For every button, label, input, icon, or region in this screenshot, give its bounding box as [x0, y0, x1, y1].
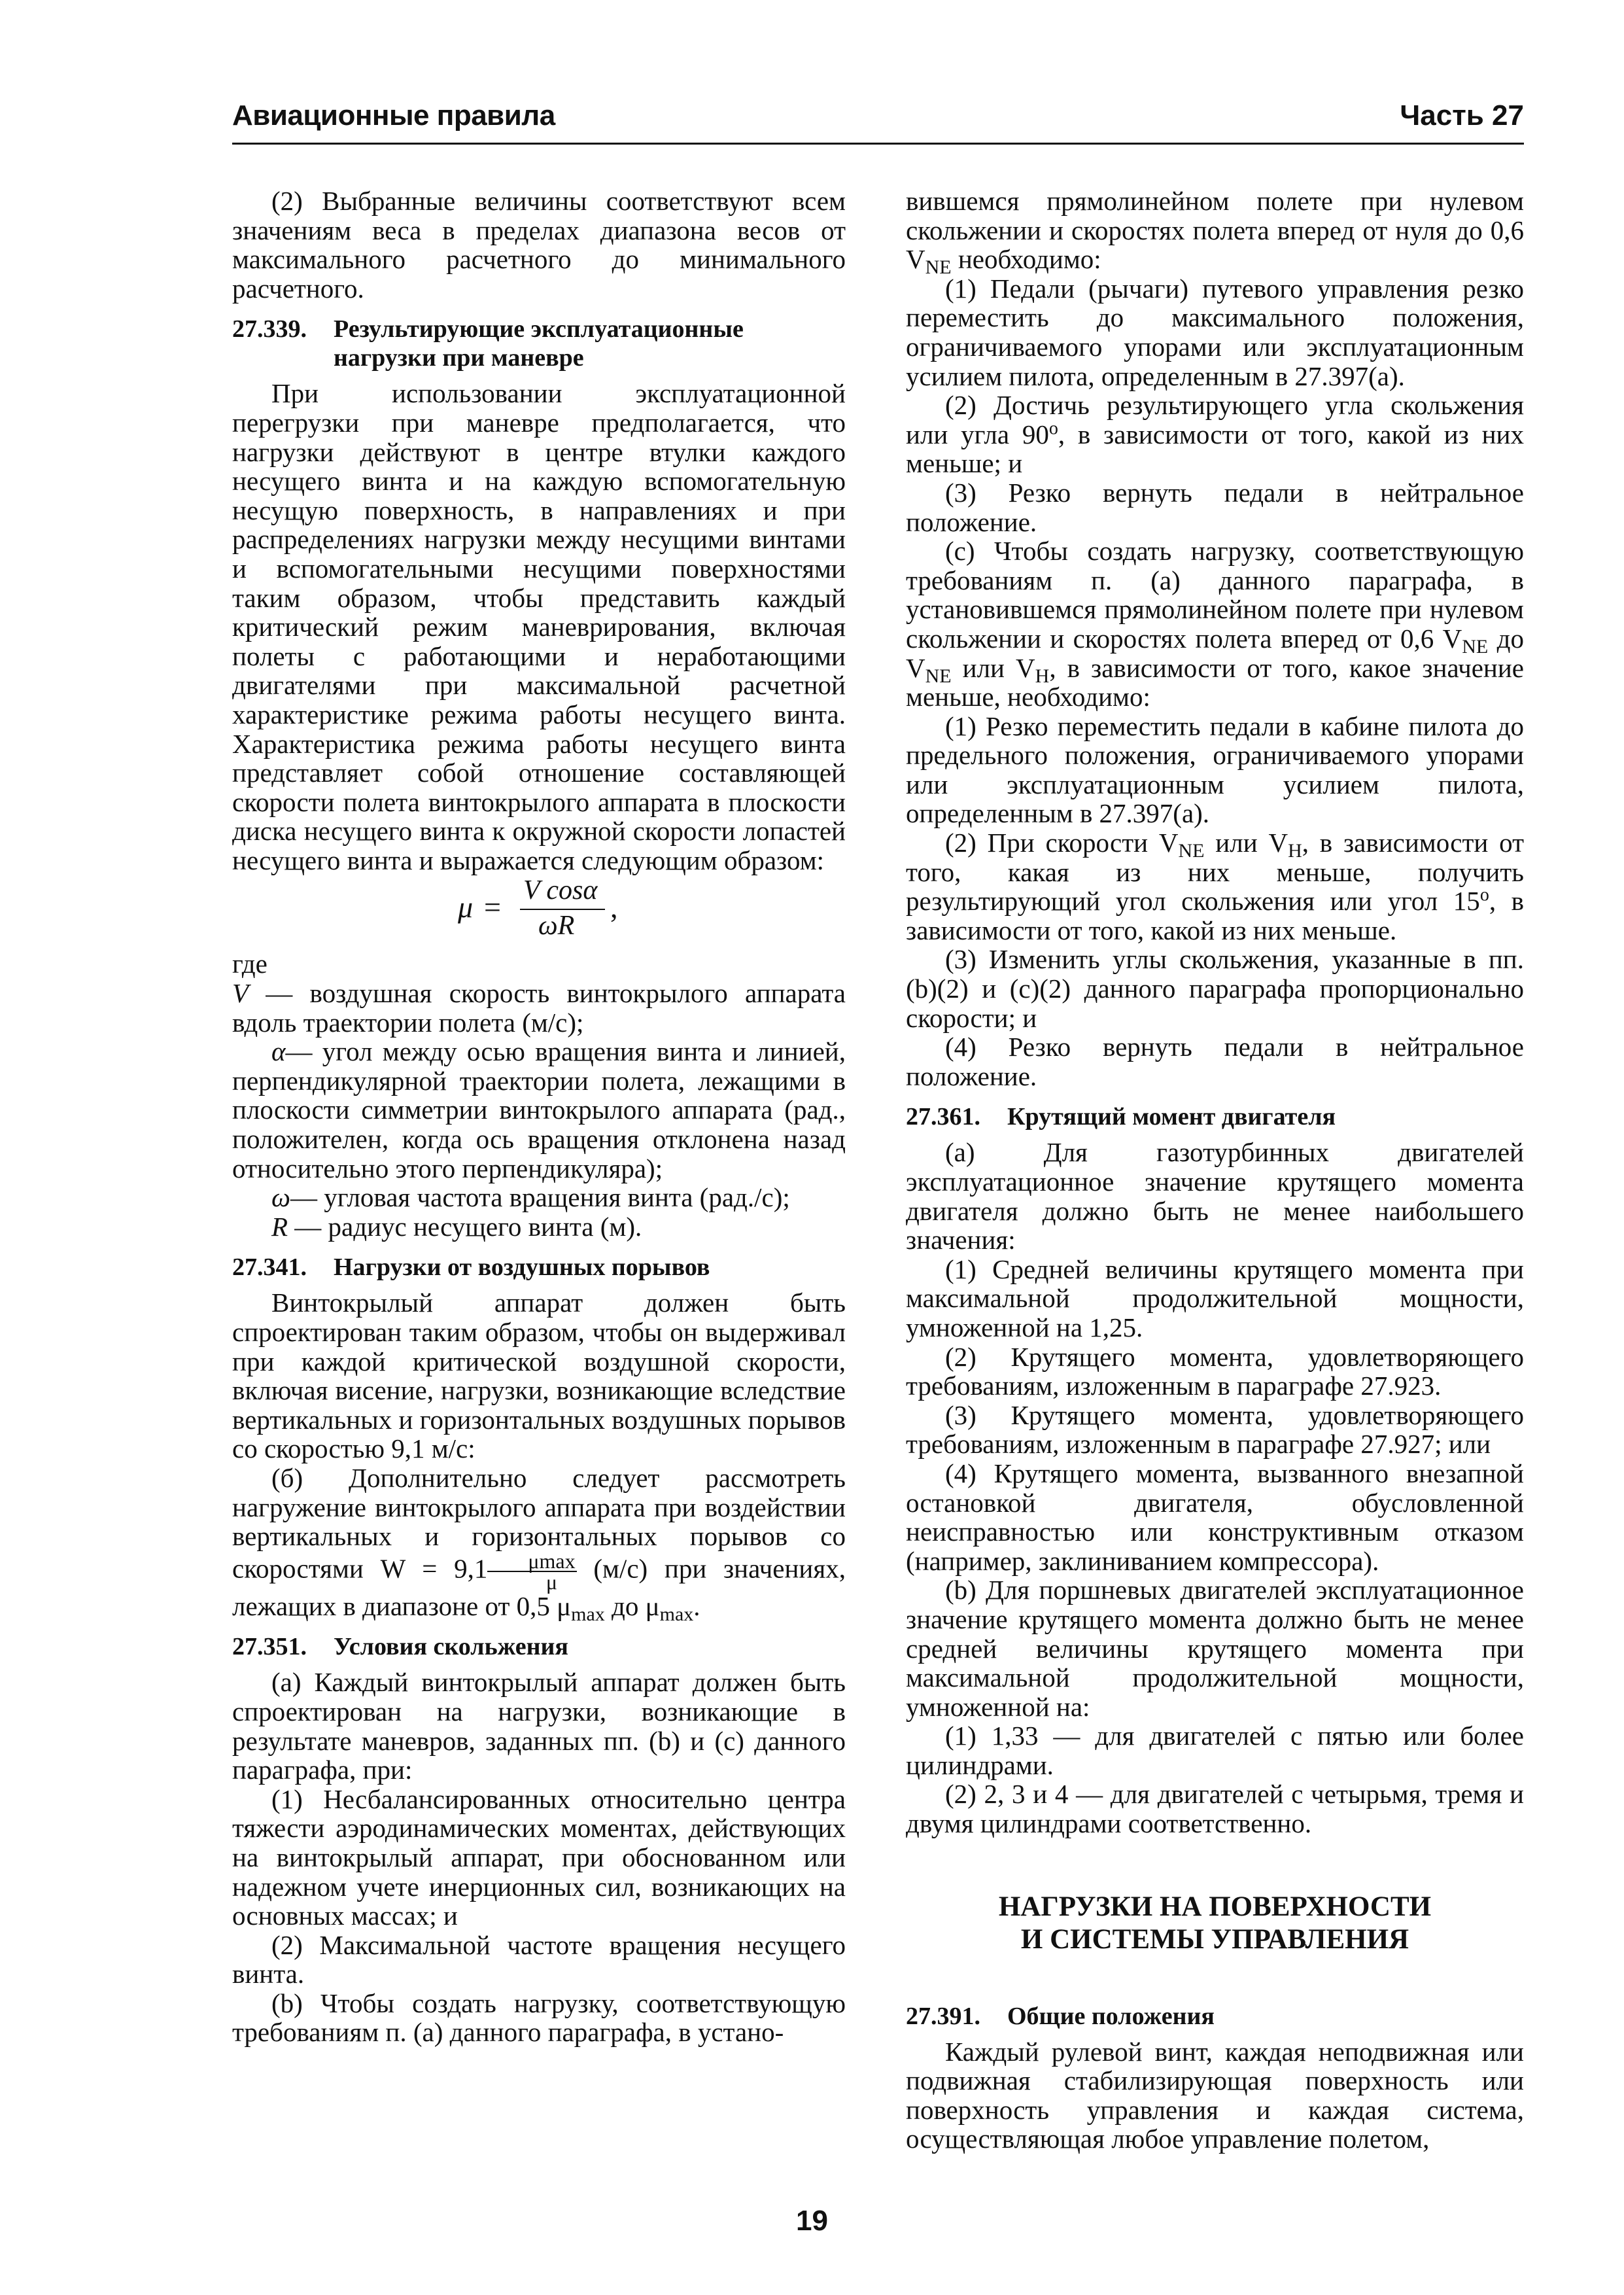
definition-r	[232, 1212, 846, 1242]
section-number: 27.341.	[232, 1253, 307, 1282]
left-column	[232, 186, 846, 2047]
paragraph-gust	[232, 1462, 846, 1625]
symbol: V	[232, 978, 249, 1009]
text-run: , в зависимости от того, какое значение меньше, необходимо:	[906, 652, 1524, 712]
page-number: 19	[796, 2205, 828, 2237]
formula-comma: ,	[610, 890, 618, 924]
fraction-top: μmax	[487, 1551, 576, 1572]
section-number: 27.351.	[232, 1633, 307, 1661]
paragraph: (1) Резко переместить педали в кабине пилота до предельного положения, ограничиваемого упорами или эксплуатационным усилием пилота, определенным в 27.397(a).	[906, 710, 1524, 829]
text-run: .	[693, 1590, 700, 1621]
text-run: , в зависимости от того, какая из них меньше, получить результирующий угол скольжения или угол 15	[906, 828, 1524, 917]
paragraph	[906, 828, 1524, 945]
definition-omega	[232, 1183, 846, 1212]
superscript: о	[1048, 418, 1058, 439]
section-heading-27-351	[232, 1632, 846, 1661]
section-title: Общие положения	[1007, 2002, 1215, 2030]
paragraph: (a) Для газотурбинных двигателей эксплуатационное значение крутящего момента двигателя должно быть не менее наибольшего значения:	[906, 1137, 1524, 1255]
superscript: о	[1479, 885, 1489, 905]
paragraph: При использовании эксплуатационной перегрузки при маневре предполагается, что нагрузки действуют в центре втулки каждого несущего винта и на каждую вспомогательную несущую поверхность, в направлениях и при распределениях нагрузки между несущими винтами и вспомогательными несущими поверхностями таким образом, чтобы представить каждый критический режим маневрирования, включая полеты с работающими и неработающими двигателями при максимальной расчетной характеристике режима работы несущего винта. Характеристика режима работы несущего винта представляет собой отношение составляющей скорости полета винтокрылого аппарата в плоскости диска несущего винта к окружной скорости лопастей несущего винта и выражается следующим образом:	[232, 378, 846, 875]
right-column	[906, 186, 1524, 2154]
formula-symbol: μ	[458, 890, 474, 924]
text-run: или V	[951, 652, 1035, 683]
text-run: (c) Чтобы создать нагрузку, соответствующую требованиям п. (a) данного параграфа, в установившемся прямолинейном полете при нулевом скольжении и скоростях полета вперед от 0,6 V	[906, 536, 1524, 654]
paragraph: Винтокрылый аппарат должен быть спроектирован таким образом, чтобы он выдерживал при каждой критической воздушной скорости, включая висение, нагрузки, возникающие вследствие вертикальных и горизонтальных воздушных порывов со скоростью 9,1 м/с:	[232, 1288, 846, 1464]
paragraph: (2) 2, 3 и 4 — для двигателей с четырьмя, тремя и двумя цилиндрами соответственно.	[906, 1779, 1524, 1839]
text-run: (2) Достичь результирующего угла скольжения или угла 90	[906, 390, 1524, 449]
paragraph: (1) Педали (рычаги) путевого управления резко переместить до максимального положения, ограничиваемого упорами или эксплуатационным усилием пилота, определенным в 27.397(a).	[906, 273, 1524, 391]
symbol: ω	[271, 1182, 290, 1213]
formula-denominator: ωR	[538, 911, 575, 941]
paragraph: (4) Крутящего момента, вызванного внезапной остановкой двигателя, обусловленной неисправностью или конструктивным отказом (например, заклиниванием компрессора).	[906, 1458, 1524, 1576]
paragraph: (a) Каждый винтокрылый аппарат должен быть спроектирован на нагрузки, возникающие в результате маневров, заданных пп. (b) и (c) данного параграфа, при:	[232, 1667, 846, 1785]
paragraph: (b) Для поршневых двигателей эксплуатационное значение крутящего момента должно быть не менее средней величины крутящего момента при максимальной продолжительной мощности, умноженной на:	[906, 1575, 1524, 1722]
text-run: необходимо:	[951, 244, 1101, 275]
text-run: (б) Дополнительно следует рассмотреть нагружение винтокрылого аппарата при воздействии вертикальных и горизонтальных порывов со скоростями W = 9,1	[232, 1462, 846, 1584]
definition-text: — угловая частота вращения винта (рад./с);	[290, 1182, 790, 1213]
paragraph: (3) Резко вернуть педали в нейтральное положение.	[906, 477, 1524, 537]
symbol: α	[271, 1036, 286, 1067]
paragraph: (2) Выбранные величины соответствуют всем значениям веса в пределах диапазона весов от максимального расчетного до минимального расчетного.	[232, 186, 846, 304]
section-title: Результирующие эксплуатационные нагрузки при маневре	[334, 315, 744, 372]
section-heading-27-361	[906, 1102, 1524, 1131]
text-run: или V	[1204, 828, 1288, 858]
definition-text: — воздушная скорость винтокрылого аппарата вдоль траектории полета (м/с);	[232, 978, 846, 1038]
subscript: NE	[1178, 840, 1205, 862]
section-title: Нагрузки от воздушных порывов	[334, 1253, 710, 1282]
paragraph: (b) Чтобы создать нагрузку, соответствующую требованиям п. (a) данного параграфа, в устано-	[232, 1988, 846, 2048]
header-part: Часть 27	[1400, 99, 1524, 131]
fraction-bar	[520, 909, 605, 910]
paragraph-where: где	[232, 949, 268, 979]
symbol: R	[271, 1211, 288, 1242]
section-heading-27-339	[232, 315, 846, 372]
paragraph: Каждый рулевой винт, каждая неподвижная или подвижная стабилизирующая поверхность или поверхность управления и каждая система, осуществляющая любое управление полетом,	[906, 2036, 1524, 2154]
section-heading-27-341	[232, 1253, 846, 1282]
paragraph: (2) Крутящего момента, удовлетворяющего требованиям, изложенным в параграфе 27.923.	[906, 1341, 1524, 1401]
paragraph: (3) Крутящего момента, удовлетворяющего требованиям, изложенным в параграфе 27.927; или	[906, 1399, 1524, 1460]
text-run: до V	[906, 623, 1524, 683]
definition-v	[232, 979, 846, 1037]
text-run: , в зависимости от того, какой из них меньше; и	[906, 419, 1524, 479]
text-run: (м/с) при значениях, лежащих в диапазоне от 0,5 μ	[232, 1553, 846, 1621]
text-run: (2) При скорости V	[945, 828, 1179, 858]
header-title: Авиационные правила	[232, 99, 555, 131]
subscript: NE	[925, 256, 952, 279]
paragraph	[906, 536, 1524, 712]
text-run: до μ	[604, 1590, 660, 1621]
section-number: 27.339.	[232, 315, 307, 343]
definition-text: — радиус несущего винта (м).	[288, 1211, 642, 1242]
formula-equals: =	[484, 890, 501, 924]
section-heading-27-391	[906, 2002, 1524, 2031]
text-run: вившемся прямолинейном полете при нулевом скольжении и скоростях полета вперед от нуля до 0,6 V	[906, 186, 1524, 275]
formula-mu	[232, 875, 846, 944]
fraction-bottom: μ	[545, 1569, 558, 1594]
paragraph	[906, 391, 1524, 478]
running-header	[232, 98, 1524, 145]
text-run: , в зависимости от того, какой из них меньше.	[906, 886, 1525, 945]
definition-alpha	[232, 1037, 846, 1183]
section-number: 27.391.	[906, 2002, 980, 2030]
section-title: Условия скольжения	[334, 1633, 568, 1661]
paragraph: (1) Несбалансированных относительно центра тяжести аэродинамических моментах, действующих на винтокрылый аппарат, при обоснованном или надежном учете инерционных сил, возникающих на основных массах; и	[232, 1783, 846, 1931]
paragraph: (3) Изменить углы скольжения, указанные в пп. (b)(2) и (c)(2) данного параграфа пропорционально скорости; и	[906, 944, 1524, 1033]
paragraph: (4) Резко вернуть педали в нейтральное положение.	[906, 1032, 1524, 1091]
fraction-mu	[487, 1551, 576, 1592]
subscript: NE	[925, 665, 952, 687]
subscript: H	[1288, 840, 1302, 862]
chapter-title-line: НАГРУЗКИ НА ПОВЕРХНОСТИ	[998, 1891, 1432, 1922]
definition-text: — угол между осью вращения винта и линией, перпендикулярной траектории полета, лежащими в плоскости симметрии винтокрылого аппарата (рад., положителен, когда ось вращения отклонена назад относительно этого перпендикуляра);	[232, 1036, 846, 1183]
formula-numerator: V cosα	[523, 875, 598, 906]
chapter-title	[906, 1891, 1524, 1956]
paragraph	[906, 186, 1524, 279]
paragraph: (1) 1,33 — для двигателей с пятью или более цилиндрами.	[906, 1721, 1524, 1780]
subscript: max	[659, 1603, 694, 1625]
subscript: max	[571, 1603, 605, 1625]
paragraph: (1) Средней величины крутящего момента при максимальной продолжительной мощности, умноженной на 1,25.	[906, 1253, 1524, 1342]
subscript: H	[1035, 665, 1050, 687]
paragraph: (2) Максимальной частоте вращения несущего винта.	[232, 1929, 846, 1989]
chapter-title-line: И СИСТЕМЫ УПРАВЛЕНИЯ	[1020, 1923, 1409, 1955]
subscript: NE	[1462, 635, 1489, 657]
section-number: 27.361.	[906, 1103, 980, 1131]
section-title: Крутящий момент двигателя	[1007, 1103, 1336, 1131]
